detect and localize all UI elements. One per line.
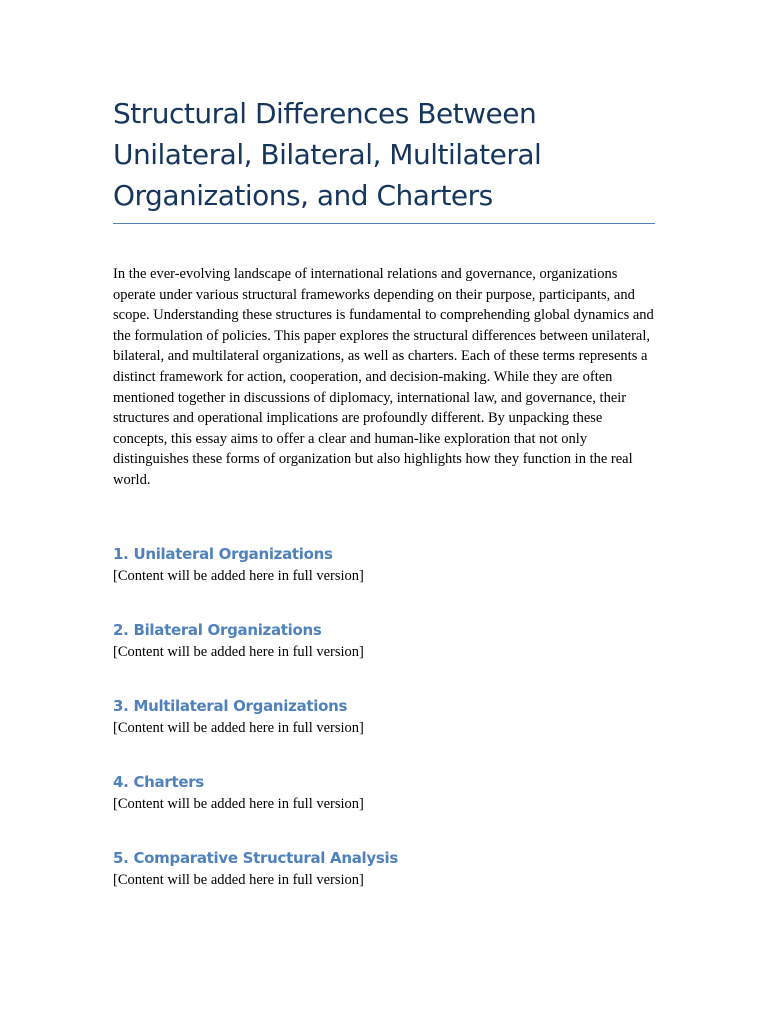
section-body: [Content will be added here in full version] [113,719,364,736]
section-body: [Content will be added here in full version] [113,643,364,660]
document-page [113,93,655,890]
section-charters [113,771,655,814]
document-title: Structural Differences Between Unilateral, Bilateral, Multilateral Organizations, and Charters [113,93,655,224]
section-body: [Content will be added here in full version] [113,567,364,584]
section-body: [Content will be added here in full version] [113,871,364,888]
section-bilateral [113,619,655,662]
section-heading: 4. Charters [113,772,204,791]
section-heading: 1. Unilateral Organizations [113,544,333,563]
section-heading: 2. Bilateral Organizations [113,620,322,639]
section-multilateral [113,695,655,738]
intro-paragraph: In the ever-evolving landscape of international relations and governance, organizations operate under various structural frameworks depending on their purpose, participants, and scope. Understanding these structures is fundamental to comprehending global dynamics and the formulation of policies. This paper explores the structural differences between unilateral, bilateral, and multilateral organizations, as well as charters. Each of these terms represents a distinct framework for action, cooperation, and decision-making. While they are often mentioned together in discussions of diplomacy, international law, and governance, their structures and operational implications are profoundly different. By unpacking these concepts, this essay aims to offer a clear and human-like exploration that not only distinguishes these forms of organization but also highlights how they function in the real world. [113,266,654,488]
section-comparative-analysis [113,847,655,890]
section-heading: 5. Comparative Structural Analysis [113,848,398,867]
section-heading: 3. Multilateral Organizations [113,696,348,715]
section-unilateral [113,543,655,586]
section-body: [Content will be added here in full version] [113,795,364,812]
